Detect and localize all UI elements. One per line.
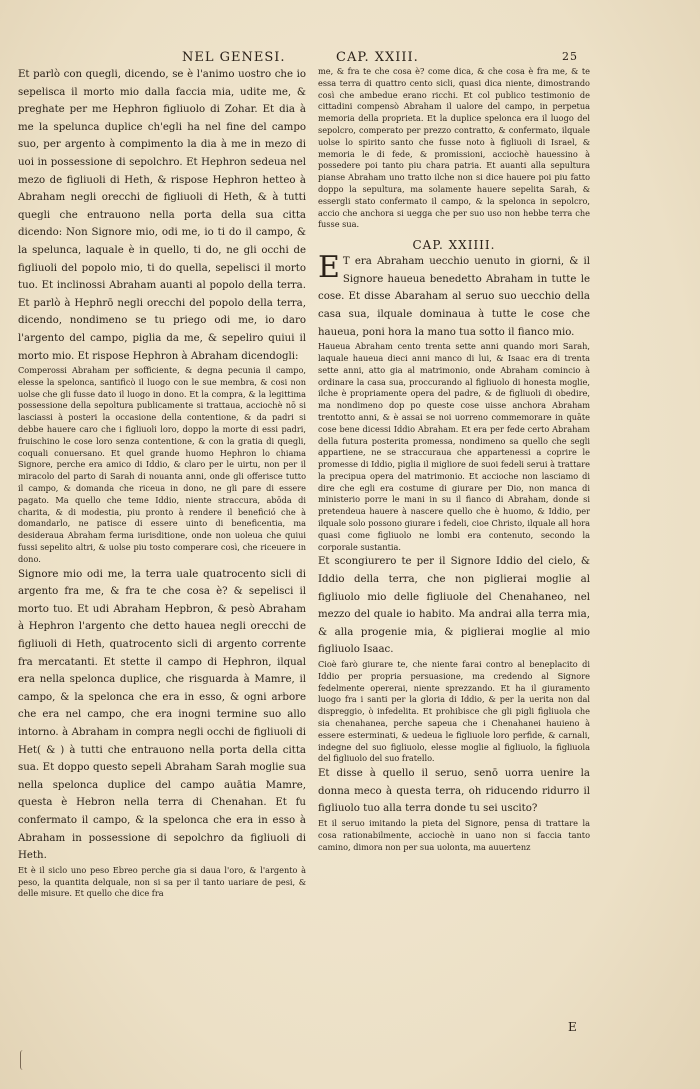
commentary-paragraph: Et è il siclo uno peso Ebreo perche gia si daua l'oro, & l'argento à peso, la quantita delquale, non si sa per il tanto uariare de pesi, & delle misure. Et quello che dice fra xyxy=(18,864,306,899)
header-chapter: CAP. XXIII. xyxy=(336,50,419,65)
left-column xyxy=(18,66,306,900)
header-book-title: NEL GENESI. xyxy=(182,50,286,65)
commentary-paragraph: Comperossi Abraham per sofficiente, & degna pecunia il campo, elesse la spelonca, santificò il luogo con le sue membra, & cosi non uolse che gli fusse dato il luogo in dono. Et la compra, & la legittima possessione della sepoltura publicamente si trattaua, acciochè nō si lasciassi à posteri la occasione della contentione, & da padri si debbe hauere caro che i figliuoli loro, doppo la morte di essi padri, fruischino le cose loro senza contentione, & con la gratia di quegli, coquali conuersano. Et quel grande huomo Hephron lo chiama Signore, perche era amico di Iddio, & claro per le uirtu, non per il miracolo del parto di Sarah di nouanta anni, onde gli offerisce tutto il campo, & domanda che riceua in dono, ne gli pare di essere pagato. Ma quello che teme Iddio, niente straccura, abōda di charita, & di modestia, piu pronto à rendere il benefició che à domandarlo, ne patisce di essere uinto di beneficentia, ma desideraua Abraham ferma iurisditione, onde non uoleua che quiui fussi sepelito altri, & uolse piu tosto comperare così, che riceuere in dono. xyxy=(18,365,306,564)
scripture-paragraph: Et disse à quello il seruo, senō uorra uenire la donna meco à questa terra, oh riducendo ridurro il figliuolo tuo alla terra donde tu sei uscito? xyxy=(318,768,590,815)
commentary-paragraph: Cioè farò giurare te, che niente farai contro al beneplacito di Iddio per propria persuasione, ma credendo al Signore fedelmente opererai, niente sprezzando. Et ha il giuramento luogo fra i santi per la gloria di Iddio, & per la uerita non dal dispreggio, ò infedelita. Et prohibisce che gli pigli figliuola che sia chenahanea, perche sapeua che i Chenahanei hauieno à essere esterminati, & uedeua le figliuole loro perfide, & carnali, indegne del suo figliuolo, elesse moglie al figliuolo, la figliuola del figliuolo del suo fratello. xyxy=(318,659,590,764)
scripture-paragraph: Et scongiurero te per il Signore Iddio del cielo, & Iddio della terra, che non piglierai moglie al figliuolo mio delle figliuole del Chenahaneo, nel mezzo del quale io habito. Ma andrai alla terra mia, & alla progenie mia, & piglierai moglie al mio figliuolo Isaac. xyxy=(318,556,590,656)
drop-cap-letter: E xyxy=(318,250,340,286)
margin-mark xyxy=(20,1050,27,1070)
chapter-heading: CAP. XXIIII. xyxy=(412,238,496,253)
scripture-paragraph: Et parlò con quegli, dicendo, se è l'animo uostro che io sepelisca il morto mio dalla faccia mia, udite me, & preghate per me Hephron figliuolo di Zohar. Et dia à me la spelunca duplice ch'egli ha nel fine del campo suo, per argento à compimento la dia à me in mezo di uoi in possessione di sepolchro. Et Hephron sedeua nel mezo de figliuoli di Heth, & rispose Hephron hetteo à Abraham negli orecchi de figliuoli di Heth, & à tutti quegli che entrauono nella porta della sua citta dicendo: Non Signore mio, odi me, io ti do il campo, & la spelunca, laquale è in quello, ti do, ne gli occhi de figliuoli del popolo mio, ti do quella, sepelisci il morto tuo. Et inclinossi Abraham auanti al popolo della terra. Et parlò à Hephrō negli orecchi del popolo della terra, dicendo, nondimeno se tu priego odi me, io daro l'argento del campo, piglia da me, & sepeliro quiui il morto mio. Et rispose Hephron à Abraham dicendogli: xyxy=(18,69,306,362)
right-column xyxy=(318,66,590,853)
commentary-paragraph: Haueua Abraham cento trenta sette anni quando mori Sarah, laquale haueua dieci anni manco di lui, & Isaac era di trenta sette anni, atto gia al matrimonio, onde Abraham comincio à ordinare la casa sua, proccurando al figliuolo di honesta moglie, ilche è propriamente opera del padre, & de figliuoli di obedire, ma nondimeno dop po queste cose uisse anchora Abraham trentotto anni, & è assai se noi uorreno commemorare in quāte cose bene dicessi Iddio Abraham. Et era per fede certo Abraham della futura posterita promessa, nondimeno sa quello che segli appartiene, ne se straccuraua che appartenessi a coprire le promesse di Iddio, piglia il migliore de suoi fedeli serui à trattare la precipua opera del matrimonio. Et accioche non lasciamo di dire che egli era costume di giurare per Dio, non manca di ministerio porre le mani in su il fianco di Abraham, donde si pretendeua hauere à nascere quello che è huomo, & Iddio, per ilquale solo possono giurare i fedeli, cioe Christo, ilquale all hora quasi come figliuolo ne lombi era contenuto, secondo la corporale sustantia. xyxy=(318,341,590,552)
page-number: 25 xyxy=(562,50,578,63)
scripture-paragraph: Signore mio odi me, la terra uale quatrocento sicli di argento fra me, & fra te che cosa è? & sepelisci il morto tuo. Et udi Abraham Hepbron, & pesò Abraham à Hephron l'argento che detto hauea negli orecchi de figliuoli di Heth, quatrocento sicli di argento corrente fra mercatanti. Et stette il campo di Hephron, ilqual era nella spelonca duplice, che risguarda à Mamre, il campo, & la spelonca che era in esso, & ogni arbore che era nel campo, che era inogni termine suo allo intorno. à Abraham in compra negli occhi de figliuoli di Het( & ) à tutti che entrauono nella porta della citta sua. Et doppo questo sepeli Abraham Sarah moglie sua nella spelonca duplice del campo auātia Mamre, questa è Hebron nella terra di Chenahan. Et fu confermato il campo, & la spelonca che era in esso à Abraham in possessione di sepolchro da figliuoli di Heth. xyxy=(18,568,306,862)
commentary-paragraph: Et il seruo imitando la pieta del Signore, pensa di trattare la cosa rationabilmente, acciochè in uano non si faccia tanto camino, dimora non per sua uolonta, ma auuertenz xyxy=(318,817,590,852)
commentary-paragraph: me, & fra te che cosa è? come dica, & che cosa è fra me, & te essa terra di quattro cento sicli, quasi dica niente, dimostrando così che ambedue erano ricchi. Et col publico testimonio de cittadini compensò Abraham il ualore del campo, in perpetua memoria della proprieta. Et la duplice spelonca era il luogo del sepolcro, comperato per prezzo contratto, & confermato, ilquale uolse lo spirito santo che fusse noto à figliuoli di Israel, & memoria le di fede, & promissioni, acciochè hauessino à possedere poi tanto piu chara patria. Et auanti alla sepultura pianse Abraham uno tratto ilche non si dice hauere poi piu fatto doppo la sepultura, ma solamente hauere sepelita Sarah, & essergli stato confermato il campo, & la spelonca in sepolcro, accio che anchora si uegga che per suo uso non hebbe terra che fusse sua. xyxy=(318,66,590,230)
catchword: E xyxy=(568,1020,577,1034)
scripture-paragraph xyxy=(318,250,590,341)
chapter-opening-text: T era Abraham uecchio uenuto in giorni, & il Signore haueua benedetto Abraham in tutte le cose. Et disse Abaraham al seruo suo uecchio della casa sua, ilquale dominaua à tutte le cose che haueua, poni hora la mano tua sotto il fianco mio. xyxy=(318,256,590,338)
